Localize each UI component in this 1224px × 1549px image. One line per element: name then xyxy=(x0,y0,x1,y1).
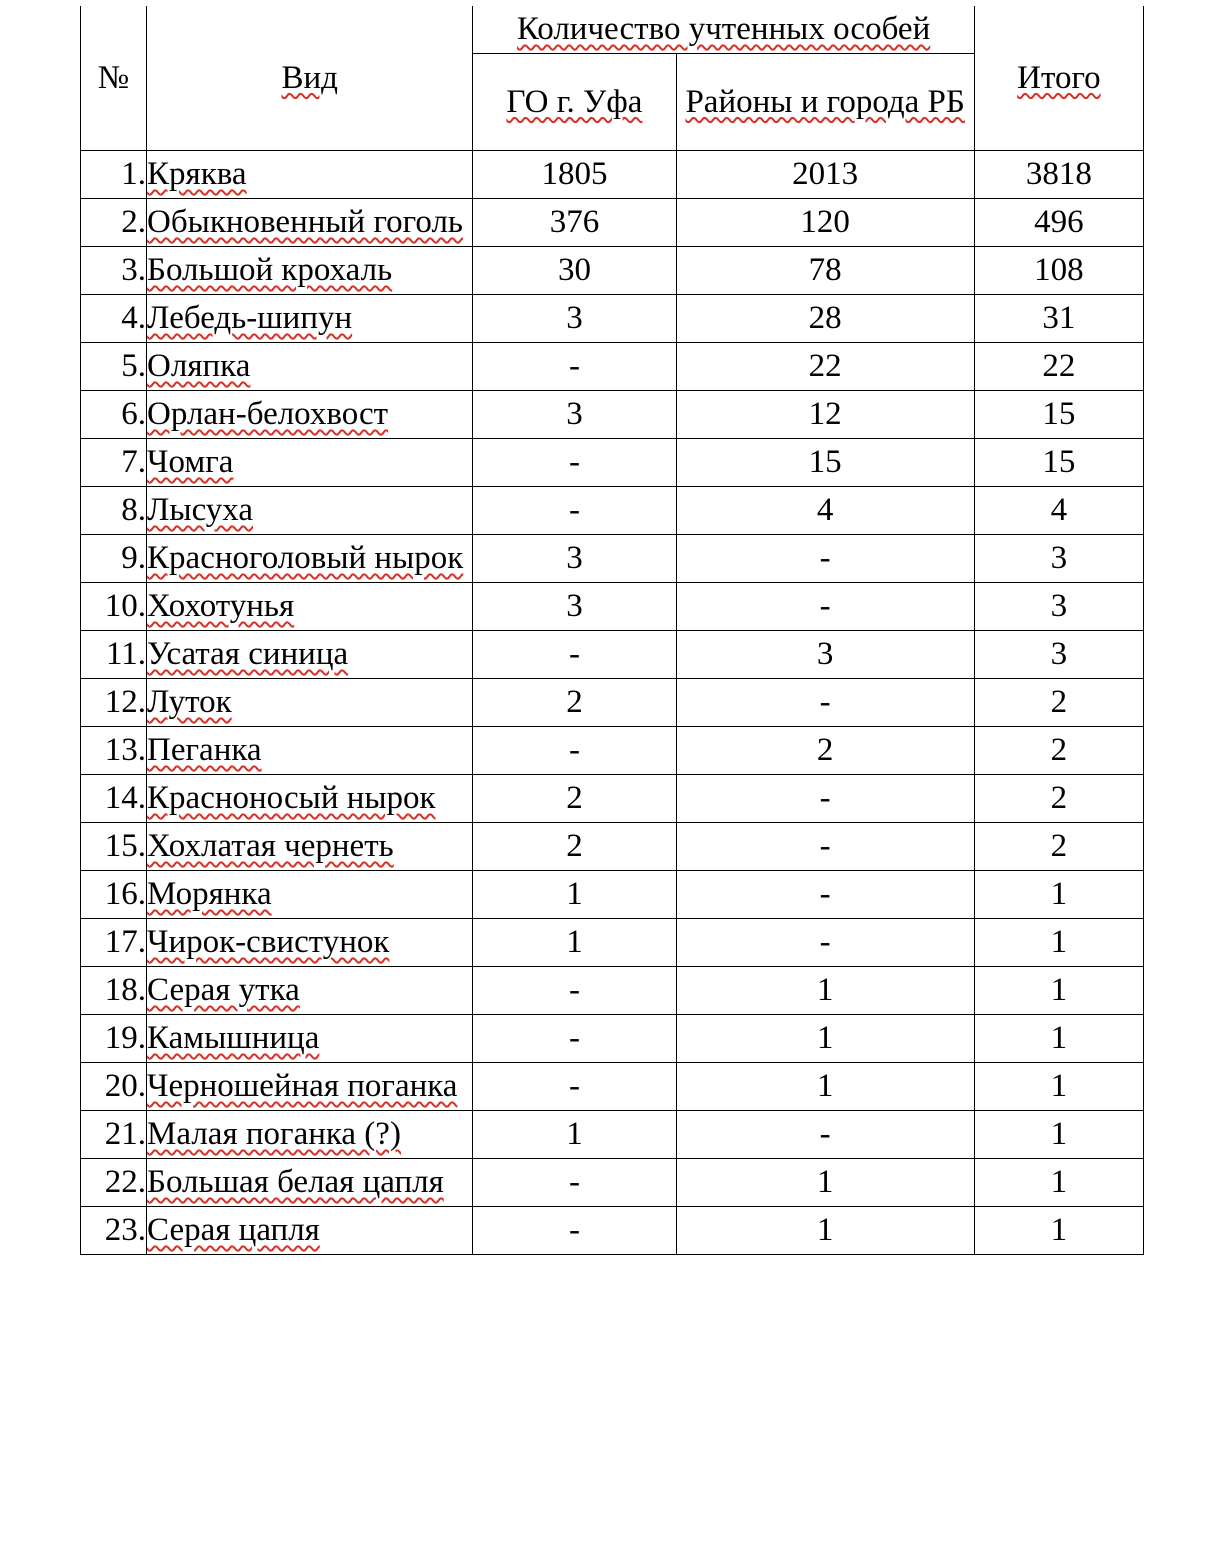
count-ufa: - xyxy=(473,1015,676,1063)
count-ufa: - xyxy=(473,631,676,679)
species-name: Черношейная поганка xyxy=(147,1063,473,1111)
count-regions: 1 xyxy=(676,1159,974,1207)
count-total: 31 xyxy=(974,295,1143,343)
table-row xyxy=(81,871,1144,919)
count-total: 1 xyxy=(974,1207,1143,1255)
count-ufa: 1 xyxy=(473,919,676,967)
table-row xyxy=(81,487,1144,535)
count-regions: 1 xyxy=(676,1207,974,1255)
row-number: 2. xyxy=(81,199,147,247)
count-regions: - xyxy=(676,583,974,631)
count-ufa: - xyxy=(473,343,676,391)
count-ufa: 3 xyxy=(473,535,676,583)
table-row xyxy=(81,775,1144,823)
table-row xyxy=(81,295,1144,343)
row-number: 11. xyxy=(81,631,147,679)
count-ufa: 30 xyxy=(473,247,676,295)
table-row xyxy=(81,1063,1144,1111)
table-row xyxy=(81,439,1144,487)
count-total: 3818 xyxy=(974,151,1143,199)
species-name: Красноголовый нырок xyxy=(147,535,473,583)
count-ufa: - xyxy=(473,1207,676,1255)
count-total: 3 xyxy=(974,535,1143,583)
count-regions: - xyxy=(676,871,974,919)
count-regions: 28 xyxy=(676,295,974,343)
species-name: Морянка xyxy=(147,871,473,919)
table-row xyxy=(81,199,1144,247)
table-row xyxy=(81,727,1144,775)
count-total: 15 xyxy=(974,439,1143,487)
count-regions: 22 xyxy=(676,343,974,391)
count-regions: - xyxy=(676,775,974,823)
row-number: 7. xyxy=(81,439,147,487)
row-number: 23. xyxy=(81,1207,147,1255)
row-number: 6. xyxy=(81,391,147,439)
header-count-group: Количество учтенных особей xyxy=(473,6,974,54)
count-total: 1 xyxy=(974,967,1143,1015)
count-total: 4 xyxy=(974,487,1143,535)
header-species: Вид xyxy=(147,6,473,151)
row-number: 22. xyxy=(81,1159,147,1207)
species-name: Камышница xyxy=(147,1015,473,1063)
table-row xyxy=(81,1015,1144,1063)
species-name: Кряква xyxy=(147,151,473,199)
species-name: Луток xyxy=(147,679,473,727)
count-total: 2 xyxy=(974,775,1143,823)
count-total: 1 xyxy=(974,871,1143,919)
count-regions: - xyxy=(676,823,974,871)
species-name: Чирок-свистунок xyxy=(147,919,473,967)
count-ufa: 2 xyxy=(473,775,676,823)
count-regions: - xyxy=(676,919,974,967)
count-regions: 3 xyxy=(676,631,974,679)
count-regions: 1 xyxy=(676,967,974,1015)
count-total: 108 xyxy=(974,247,1143,295)
table-row xyxy=(81,631,1144,679)
count-total: 496 xyxy=(974,199,1143,247)
count-regions: 15 xyxy=(676,439,974,487)
table-row xyxy=(81,1111,1144,1159)
count-regions: 1 xyxy=(676,1063,974,1111)
count-regions: 4 xyxy=(676,487,974,535)
table-row xyxy=(81,535,1144,583)
count-total: 1 xyxy=(974,1015,1143,1063)
count-ufa: 1 xyxy=(473,871,676,919)
count-ufa: - xyxy=(473,1063,676,1111)
row-number: 1. xyxy=(81,151,147,199)
table-body xyxy=(81,151,1144,1255)
count-total: 3 xyxy=(974,631,1143,679)
species-name: Красноносый нырок xyxy=(147,775,473,823)
count-total: 3 xyxy=(974,583,1143,631)
count-regions: 120 xyxy=(676,199,974,247)
species-name: Чомга xyxy=(147,439,473,487)
species-name: Лебедь-шипун xyxy=(147,295,473,343)
table-row xyxy=(81,679,1144,727)
count-regions: 1 xyxy=(676,1015,974,1063)
count-ufa: - xyxy=(473,439,676,487)
species-name: Обыкновенный гоголь xyxy=(147,199,473,247)
species-name: Серая утка xyxy=(147,967,473,1015)
count-ufa: 376 xyxy=(473,199,676,247)
count-total: 2 xyxy=(974,727,1143,775)
count-ufa: - xyxy=(473,727,676,775)
count-total: 1 xyxy=(974,1111,1143,1159)
table-row xyxy=(81,247,1144,295)
species-name: Оляпка xyxy=(147,343,473,391)
table-row xyxy=(81,343,1144,391)
table-row xyxy=(81,391,1144,439)
table-header xyxy=(81,6,1144,151)
count-regions: - xyxy=(676,535,974,583)
species-name: Хохотунья xyxy=(147,583,473,631)
row-number: 20. xyxy=(81,1063,147,1111)
count-ufa: 3 xyxy=(473,583,676,631)
count-ufa: - xyxy=(473,487,676,535)
count-regions: 2013 xyxy=(676,151,974,199)
header-total: Итого xyxy=(974,6,1143,151)
count-regions: - xyxy=(676,679,974,727)
count-total: 1 xyxy=(974,1063,1143,1111)
row-number: 4. xyxy=(81,295,147,343)
row-number: 5. xyxy=(81,343,147,391)
header-number: № xyxy=(81,6,147,151)
table-row xyxy=(81,967,1144,1015)
species-name: Лысуха xyxy=(147,487,473,535)
row-number: 17. xyxy=(81,919,147,967)
species-name: Большой крохаль xyxy=(147,247,473,295)
species-name: Хохлатая чернеть xyxy=(147,823,473,871)
header-regions: Районы и города РБ xyxy=(676,54,974,151)
species-name: Пеганка xyxy=(147,727,473,775)
count-ufa: 1 xyxy=(473,1111,676,1159)
table-row xyxy=(81,151,1144,199)
count-ufa: 3 xyxy=(473,391,676,439)
row-number: 3. xyxy=(81,247,147,295)
count-regions: 2 xyxy=(676,727,974,775)
species-name: Серая цапля xyxy=(147,1207,473,1255)
row-number: 18. xyxy=(81,967,147,1015)
table-row xyxy=(81,919,1144,967)
count-regions: 12 xyxy=(676,391,974,439)
row-number: 8. xyxy=(81,487,147,535)
count-ufa: 3 xyxy=(473,295,676,343)
row-number: 9. xyxy=(81,535,147,583)
table-row xyxy=(81,1159,1144,1207)
count-total: 2 xyxy=(974,823,1143,871)
count-regions: 78 xyxy=(676,247,974,295)
table-row xyxy=(81,1207,1144,1255)
count-ufa: 2 xyxy=(473,679,676,727)
row-number: 19. xyxy=(81,1015,147,1063)
count-total: 15 xyxy=(974,391,1143,439)
row-number: 21. xyxy=(81,1111,147,1159)
count-total: 1 xyxy=(974,919,1143,967)
species-name: Усатая синица xyxy=(147,631,473,679)
species-name: Малая поганка (?) xyxy=(147,1111,473,1159)
count-total: 22 xyxy=(974,343,1143,391)
table-row xyxy=(81,823,1144,871)
row-number: 14. xyxy=(81,775,147,823)
species-count-table xyxy=(80,6,1144,1255)
row-number: 10. xyxy=(81,583,147,631)
header-ufa: ГО г. Уфа xyxy=(473,54,676,151)
count-ufa: - xyxy=(473,1159,676,1207)
count-ufa: - xyxy=(473,967,676,1015)
row-number: 16. xyxy=(81,871,147,919)
row-number: 13. xyxy=(81,727,147,775)
count-total: 2 xyxy=(974,679,1143,727)
row-number: 12. xyxy=(81,679,147,727)
count-ufa: 1805 xyxy=(473,151,676,199)
row-number: 15. xyxy=(81,823,147,871)
count-total: 1 xyxy=(974,1159,1143,1207)
table-row xyxy=(81,583,1144,631)
count-ufa: 2 xyxy=(473,823,676,871)
count-regions: - xyxy=(676,1111,974,1159)
species-name: Орлан-белохвост xyxy=(147,391,473,439)
species-name: Большая белая цапля xyxy=(147,1159,473,1207)
